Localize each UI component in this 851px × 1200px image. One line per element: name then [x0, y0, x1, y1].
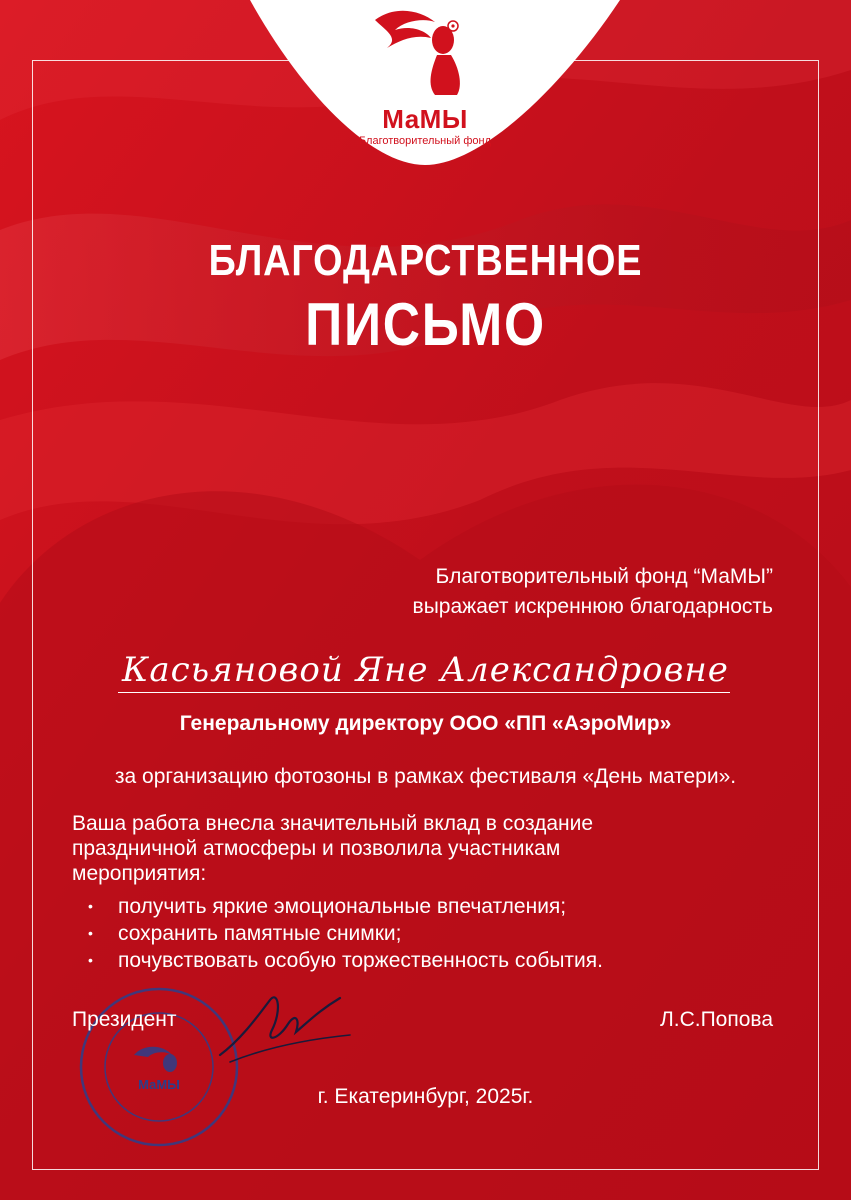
bullet-item: [88, 947, 603, 974]
recipient-name: Касьяновой Яне Александровне: [122, 650, 729, 690]
foundation-logo: [300, 0, 550, 170]
signature-title: Президент: [72, 1008, 177, 1031]
woman-with-flower-icon: [365, 0, 485, 100]
recipient-underline: [118, 692, 730, 693]
title-line-2: ПИСЬМО: [305, 291, 546, 358]
signature-name: Л.С.Попова: [659, 1008, 773, 1031]
title-line-1: БЛАГОДАРСТВЕННОЕ: [208, 236, 643, 285]
bullet-icon: •: [88, 925, 93, 941]
recipient-position: Генеральному директору ООО «ПП «АэроМир»: [179, 712, 672, 735]
reason-text: за организацию фотозоны в рамках фестиваля «День матери».: [114, 765, 737, 788]
body-line: праздничной атмосферы и позволила участникам: [72, 837, 561, 860]
bullet-text: почувствовать особую торжественность события.: [118, 949, 603, 972]
handwritten-signature: [200, 980, 360, 1070]
bullet-icon: •: [88, 952, 93, 968]
body-line: мероприятия:: [72, 862, 207, 885]
bullet-text: сохранить памятные снимки;: [118, 922, 402, 945]
intro-line-2: выражает искреннюю благодарность: [412, 595, 773, 618]
bullet-item: [88, 893, 603, 920]
intro-text: [413, 562, 773, 622]
stamp-name: МаМЫ: [138, 1077, 180, 1092]
intro-line-1: Благотворительный фонд “МаМЫ”: [435, 565, 773, 588]
bullet-list: [88, 893, 603, 974]
bullet-text: получить яркие эмоциональные впечатления;: [118, 895, 567, 918]
body-line: Ваша работа внесла значительный вклад в создание: [72, 812, 594, 835]
body-text: [72, 811, 593, 886]
logo-name: МаМЫ: [382, 104, 468, 134]
logo-subtitle: Благотворительный фонд: [358, 135, 492, 147]
city-date: г. Екатеринбург, 2025г.: [317, 1085, 534, 1108]
bullet-icon: •: [88, 898, 93, 914]
bullet-item: [88, 920, 603, 947]
